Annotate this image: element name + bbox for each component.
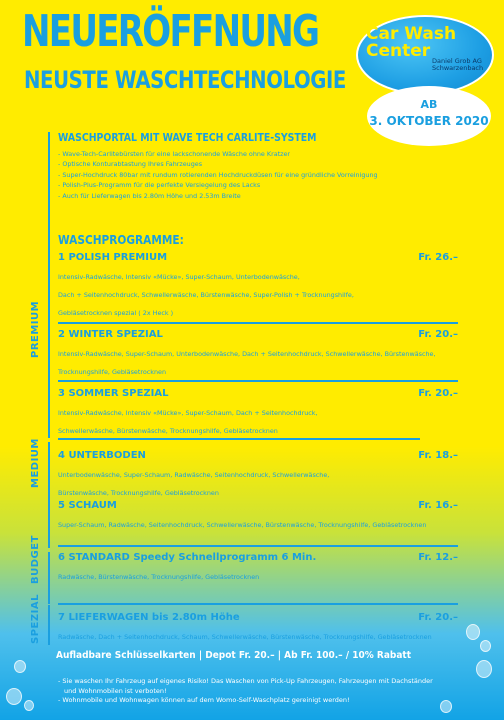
category-medium: MEDIUM — [30, 438, 41, 488]
program-7 — [58, 612, 458, 646]
logo-name-line1: Car Wash — [366, 24, 457, 44]
program-name: 6 STANDARD Speedy Schnellprogramm 6 Min. — [58, 552, 317, 563]
date-prefix: AB — [420, 98, 438, 111]
subheadline: NEUSTE WASCHTECHNOLOGIE — [24, 66, 346, 94]
program-price: Fr. 16.– — [418, 500, 458, 511]
program-desc: Trocknungshilfe, Gebläsetrocknen — [58, 368, 166, 376]
water-drop-icon — [24, 700, 34, 711]
program-desc: Intensiv-Radwäsche, Intensiv «Mücke», Super-Schaum, Unterbodenwäsche, — [58, 273, 300, 281]
divider — [58, 380, 458, 382]
feature-item: - Auch für Lieferwagen bis 2.80m Höhe und 2.53m Breite — [58, 191, 241, 200]
program-price: Fr. 20.– — [418, 388, 458, 399]
note-item: und Wohnmobilen ist verboten! — [64, 686, 167, 695]
category-premium: PREMIUM — [30, 300, 41, 358]
category-budget: BUDGET — [30, 535, 41, 584]
feature-item: - Super-Hochdruck 80bar mit rundum rotierenden Hochdruckdüsen für eine gründliche Vorreinigung — [58, 170, 378, 179]
logo-owner-line1: Daniel Grob AG — [432, 57, 482, 65]
water-drop-icon — [14, 660, 26, 673]
note-item: - Sie waschen Ihr Fahrzeug auf eigenes Risiko! Das Waschen von Pick-Up Fahrzeugen, Fahrzeugen mit Dachständer — [58, 677, 433, 685]
program-5 — [58, 500, 458, 534]
program-desc: Super-Schaum, Radwäsche, Seitenhochdruck, Schwellerwäsche, Bürstenwäsche, Trocknungshilfe, Gebläsetrocknen — [58, 521, 427, 529]
logo-name-line2: Center — [366, 41, 431, 61]
spezial-bar — [48, 605, 50, 645]
water-drop-icon — [440, 700, 452, 713]
program-desc: Radwäsche, Dach + Seitenhochdruck, Schaum, Schwellerwäsche, Bürstenwäsche, Trocknungshilfe, Gebläsetrocknen — [58, 633, 432, 641]
program-price: Fr. 20.– — [418, 612, 458, 623]
program-name: 2 WINTER SPEZIAL — [58, 329, 163, 340]
program-name: 7 LIEFERWAGEN bis 2.80m Höhe — [58, 612, 240, 623]
opening-date: 3. OKTOBER 2020 — [369, 114, 489, 128]
water-drop-icon — [6, 688, 22, 705]
program-name: 4 UNTERBODEN — [58, 450, 146, 461]
feature-item: - Optische Konturabtastung Ihres Fahrzeuges — [58, 160, 203, 169]
program-desc: Schwellerwäsche, Bürstenwäsche, Trocknungshilfe, Gebläsetrocknen — [58, 427, 278, 435]
medium-bar — [48, 442, 50, 548]
feature-list — [58, 149, 378, 201]
logo-name — [366, 26, 476, 60]
water-drop-icon — [476, 660, 492, 678]
feature-item: - Polish-Plus-Programm für die perfekte Versiegelung des Lacks — [58, 181, 261, 190]
divider — [58, 438, 420, 440]
divider — [58, 322, 458, 324]
program-6 — [58, 552, 458, 586]
headline: NEUERÖFFNUNG — [22, 6, 319, 57]
programs-title: WASCHPROGRAMME: — [58, 233, 184, 247]
program-price: Fr. 20.– — [418, 329, 458, 340]
program-name: 1 POLISH PREMIUM — [58, 252, 168, 263]
program-desc: Intensiv-Radwäsche, Super-Schaum, Unterbodenwäsche, Dach + Seitenhochdruck, Schwellerwäsche, Bürstenwäsche, — [58, 350, 436, 358]
program-name: 3 SOMMER SPEZIAL — [58, 388, 169, 399]
program-1 — [58, 252, 458, 322]
portal-title: WASCHPORTAL MIT WAVE TECH CARLITE-SYSTEM — [58, 131, 317, 144]
program-price: Fr. 12.– — [418, 552, 458, 563]
program-name: 5 SCHAUM — [58, 500, 117, 511]
program-3 — [58, 388, 458, 440]
water-drop-icon — [466, 624, 480, 640]
divider — [58, 545, 458, 547]
premium-bar — [48, 132, 50, 438]
program-price: Fr. 26.– — [418, 252, 458, 263]
budget-bar — [48, 552, 50, 604]
category-spezial: SPEZIAL — [30, 594, 41, 644]
note-item: - Wohnmobile und Wohnwagen können auf dem Womo-Self-Waschplatz gereinigt werden! — [58, 696, 350, 704]
program-2 — [58, 329, 458, 381]
program-desc: Dach + Seitenhochdruck, Schwellerwäsche, Bürstenwäsche, Super-Polish + Trocknungshilfe, — [58, 291, 354, 299]
keycard-info: Aufladbare Schlüsselkarten | Depot Fr. 20.– | Ab Fr. 100.– / 10% Rabatt — [56, 650, 412, 661]
program-desc: Unterbodenwäsche, Super-Schaum, Radwäsche, Seitenhochdruck, Schwellerwäsche, — [58, 471, 330, 479]
divider — [58, 603, 458, 605]
program-4 — [58, 450, 458, 502]
program-desc: Radwäsche, Bürstenwäsche, Trocknungshilfe, Gebläsetrocknen — [58, 573, 260, 581]
logo-owner-line2: Schwarzenbach — [432, 64, 484, 72]
water-drop-icon — [480, 640, 491, 652]
notes-list — [58, 677, 433, 706]
logo-owner — [432, 58, 492, 72]
program-desc: Gebläsetrocknen spezial ( 2x Heck ) — [58, 309, 174, 317]
program-desc: Intensiv-Radwäsche, Intensiv «Mücke», Super-Schaum, Dach + Seitenhochdruck, — [58, 409, 318, 417]
program-price: Fr. 18.– — [418, 450, 458, 461]
feature-item: - Wave-Tech-Carlitebürsten für eine lackschonende Wäsche ohne Kratzer — [58, 150, 291, 158]
program-desc: Bürstenwäsche, Trocknungshilfe, Gebläsetrocknen — [58, 489, 219, 497]
